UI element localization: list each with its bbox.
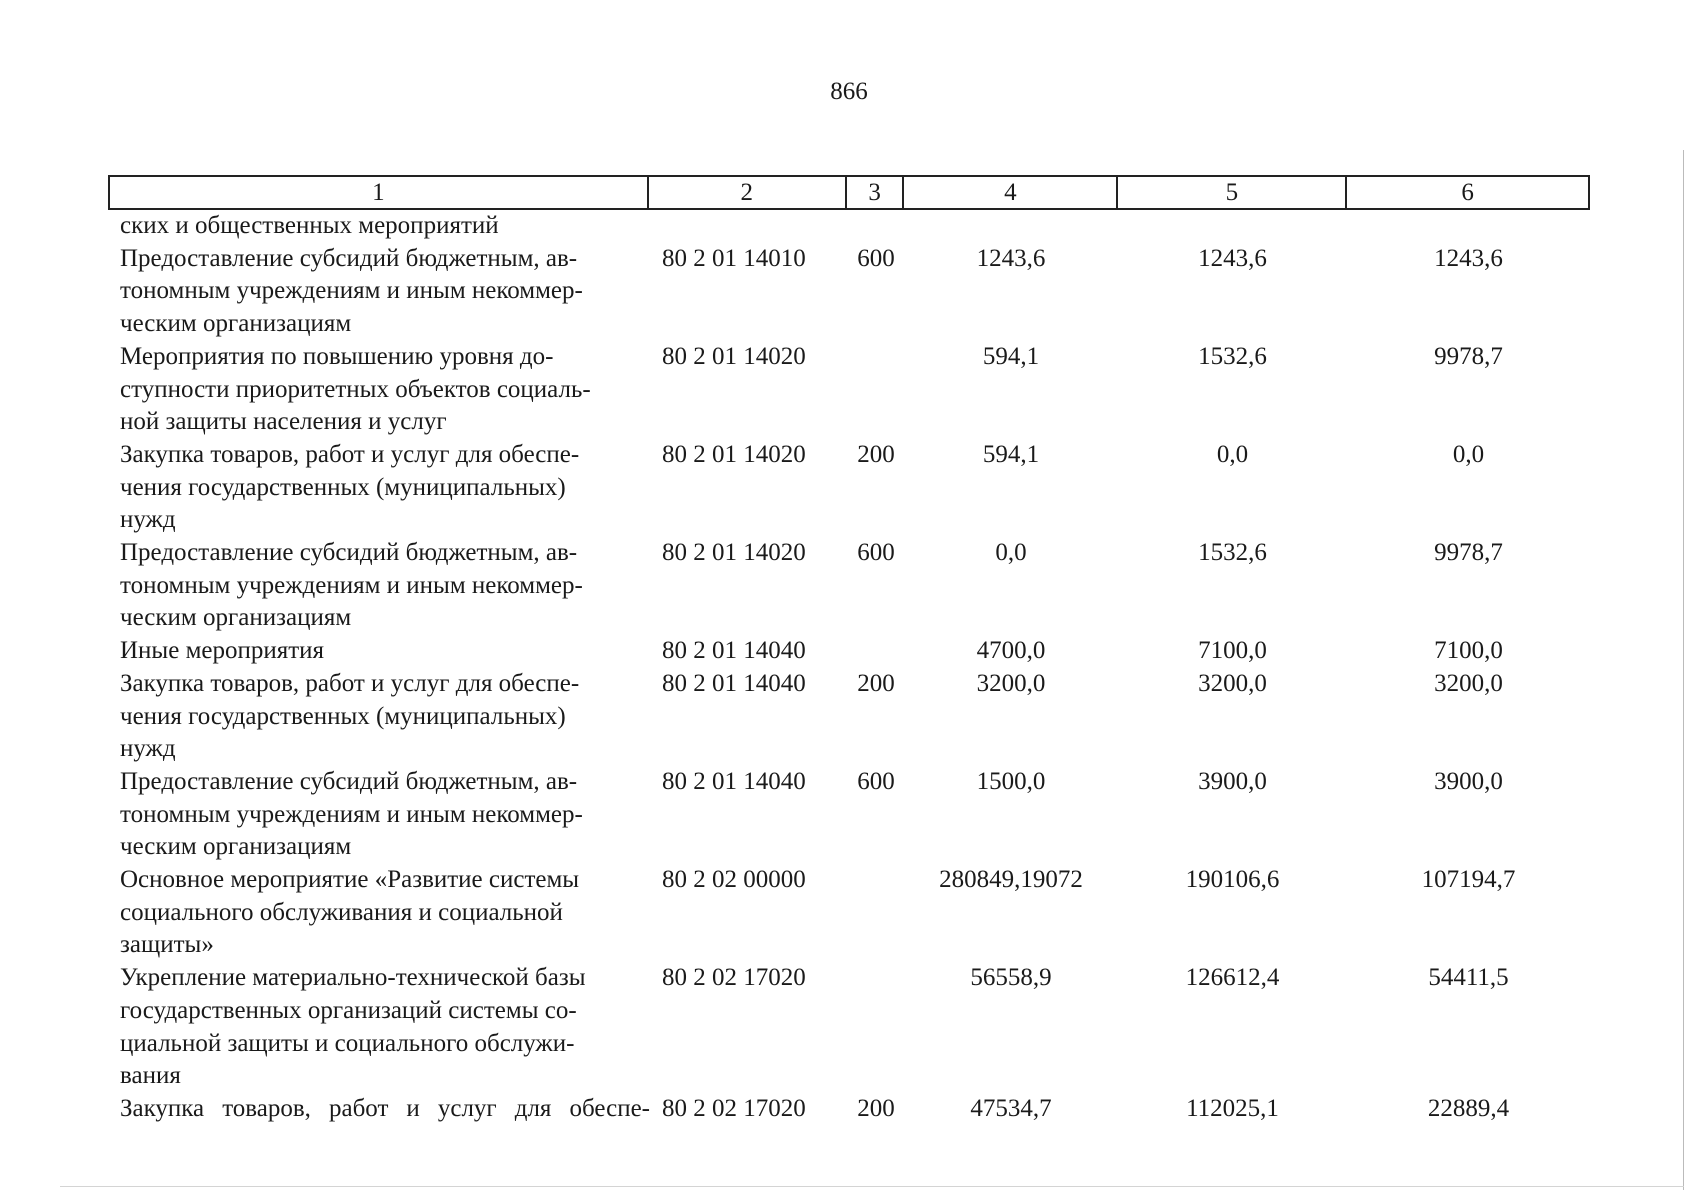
row-value-4: 3200,0: [976, 669, 1046, 697]
table-row: [108, 864, 1590, 962]
row-description: Укрепление материально-технической базы государственных организаций системы со- циальной защиты и социального обслужи- вания: [120, 964, 586, 1090]
row-value-5: 126612,4: [1185, 964, 1280, 992]
row-value-4: 56558,9: [970, 964, 1052, 992]
table-row: [108, 439, 1590, 537]
row-description: Закупка товаров, работ и услуг для обеспе-: [120, 1094, 650, 1122]
row-value-6: 7100,0: [1434, 637, 1503, 665]
row-description: Мероприятия по повышению уровня до- ступности приоритетных объектов социаль- ной защиты населения и услуг: [120, 342, 591, 436]
row-value-5: 1532,6: [1198, 539, 1267, 567]
table-row: [108, 243, 1590, 341]
row-type: 200: [857, 1094, 895, 1122]
row-value-5: 1243,6: [1198, 244, 1267, 272]
row-code: 80 2 01 14040: [662, 767, 806, 795]
header-col-3: 3: [846, 176, 904, 209]
scan-edge-right: [1683, 150, 1684, 1190]
row-code: 80 2 01 14040: [662, 637, 806, 665]
row-value-5: 0,0: [1216, 440, 1249, 468]
row-type: 600: [857, 767, 895, 795]
row-code: 80 2 02 00000: [662, 866, 806, 894]
header-col-2: 2: [648, 176, 846, 209]
row-value-6: 1243,6: [1434, 244, 1503, 272]
row-value-6: 107194,7: [1421, 866, 1516, 894]
row-description: Закупка товаров, работ и услуг для обеспе- чения государственных (муниципальных) нужд: [120, 669, 580, 763]
row-type: 200: [857, 440, 895, 468]
row-type: 200: [857, 669, 895, 697]
row-code: 80 2 01 14040: [662, 669, 806, 697]
table-row: [108, 668, 1590, 766]
row-description: Закупка товаров, работ и услуг для обеспе- чения государственных (муниципальных) нужд: [120, 440, 580, 534]
row-value-5: 7100,0: [1198, 637, 1267, 665]
row-value-6: 9978,7: [1434, 342, 1503, 370]
scan-edge-bottom: [60, 1186, 1684, 1187]
row-value-5: 190106,6: [1185, 866, 1280, 894]
row-value-6: 22889,4: [1427, 1094, 1510, 1122]
row-value-6: 0,0: [1452, 440, 1485, 468]
row-value-5: 3200,0: [1198, 669, 1267, 697]
row-type: 600: [857, 244, 895, 272]
table-row: [108, 210, 1590, 243]
row-value-6: 3200,0: [1434, 669, 1503, 697]
row-description: Иные мероприятия: [120, 637, 325, 665]
table-row: [108, 766, 1590, 864]
row-value-4: 47534,7: [970, 1094, 1052, 1122]
row-description: Предоставление субсидий бюджетным, ав- тономным учреждениям и иным некоммер- ческим организациям: [120, 244, 583, 338]
row-value-4: 594,1: [982, 440, 1040, 468]
row-type: 600: [857, 539, 895, 567]
row-value-4: 1243,6: [976, 244, 1046, 272]
header-col-5: 5: [1117, 176, 1346, 209]
row-value-5: 1532,6: [1198, 342, 1267, 370]
header-col-6: 6: [1346, 176, 1589, 209]
row-value-6: 54411,5: [1428, 964, 1509, 992]
page-number: 866: [830, 78, 868, 105]
row-code: 80 2 02 17020: [662, 964, 806, 992]
header-col-4: 4: [903, 176, 1117, 209]
row-value-4: 280849,19072: [939, 866, 1083, 894]
table-row: [108, 635, 1590, 668]
table-row: [108, 1093, 1590, 1126]
row-value-5: 112025,1: [1186, 1094, 1279, 1122]
row-code: 80 2 01 14020: [662, 440, 806, 468]
row-description: ских и общественных мероприятий: [120, 212, 499, 239]
table-header: [108, 175, 1590, 210]
table-body: [108, 210, 1590, 1126]
row-description: Предоставление субсидий бюджетным, ав- тономным учреждениям и иным некоммер- ческим организациям: [120, 767, 583, 861]
row-value-6: 9978,7: [1434, 539, 1503, 567]
table-row: [108, 962, 1590, 1093]
row-value-6: 3900,0: [1434, 767, 1503, 795]
table-row: [108, 537, 1590, 635]
header-col-1: 1: [109, 176, 648, 209]
row-description: Предоставление субсидий бюджетным, ав- тономным учреждениям и иным некоммер- ческим организациям: [120, 539, 583, 632]
row-value-4: 1500,0: [976, 767, 1046, 795]
row-code: 80 2 02 17020: [662, 1094, 806, 1122]
row-value-4: 594,1: [982, 342, 1040, 370]
row-code: 80 2 01 14010: [662, 244, 806, 272]
row-description: Основное мероприятие «Развитие системы социального обслуживания и социальной защиты»: [120, 866, 580, 959]
row-value-5: 3900,0: [1198, 767, 1267, 795]
row-code: 80 2 01 14020: [662, 342, 806, 370]
row-value-4: 0,0: [995, 539, 1027, 567]
row-code: 80 2 01 14020: [662, 539, 806, 567]
row-value-4: 4700,0: [976, 637, 1046, 665]
table-row: [108, 341, 1590, 439]
